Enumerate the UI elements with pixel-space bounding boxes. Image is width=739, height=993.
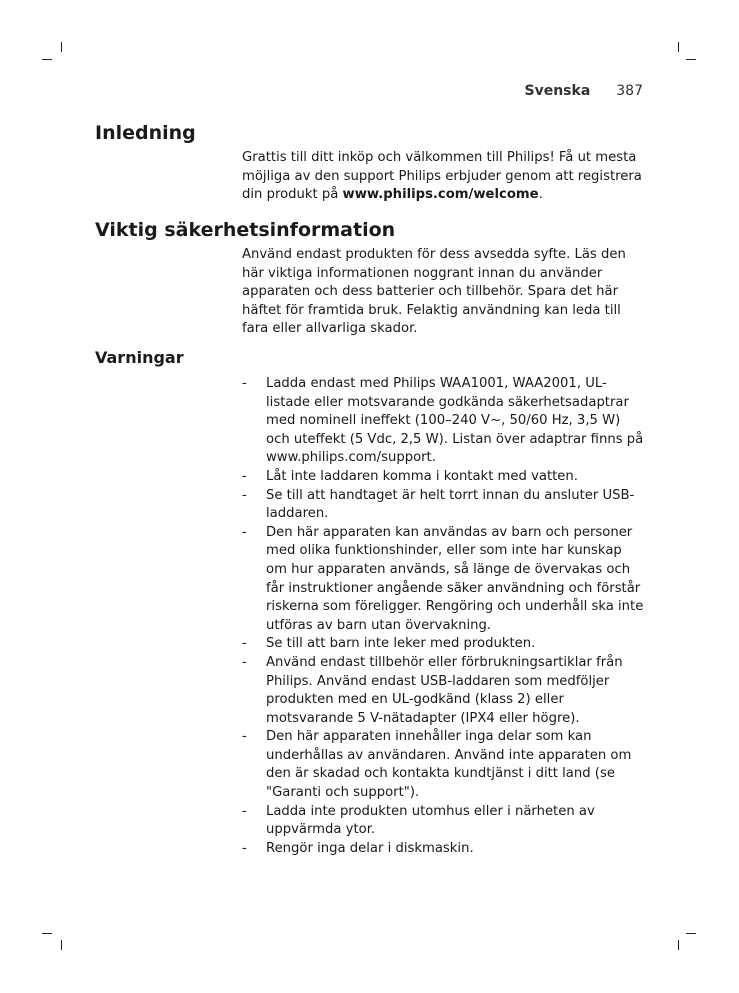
bullet-dash: - [242,524,247,540]
intro-text: Grattis till ditt inköp och välkommen till Philips! Få ut mesta möjliga av den support Philips erbjuder genom att registrera din produkt på [242,150,642,203]
crop-mark-top-right-v [678,42,679,52]
bullet-dash: - [242,636,247,652]
bullet-dash: - [242,654,247,670]
list-item [242,654,646,728]
list-item-text: Använd endast tillbehör eller förbrukningsartiklar från Philips. Använd endast USB-laddaren som medföljer produkten med en UL-godkänd (klass 2) eller motsvarande 5 V-nätadapter (IPX4 eller högre). [266,654,623,726]
crop-mark-bottom-right-h [686,933,696,934]
header-language: Svenska [524,83,591,99]
list-item [242,375,646,468]
heading-intro: Inledning [95,122,196,144]
list-item-text: Rengör inga delar i diskmaskin. [266,840,474,856]
intro-text-end: . [538,187,543,203]
bullet-dash: - [242,729,247,745]
list-item [242,468,646,487]
list-item-text: Den här apparaten innehåller inga delar som kan underhållas av användaren. Använd inte apparaten om den är skadad och kontakta kundtjänst i ditt land (se "Garanti och support"). [266,729,632,801]
list-item [242,635,646,654]
bullet-dash: - [242,840,247,856]
bullet-dash: - [242,803,247,819]
intro-paragraph [242,149,646,205]
bullet-dash: - [242,468,247,484]
heading-warnings: Varningar [95,348,184,367]
list-item-text: Ladda inte produkten utomhus eller i närheten av uppvärmda ytor. [266,803,595,838]
crop-mark-top-right-h [686,59,696,60]
page-number: 387 [616,83,643,99]
list-item-text: Se till att handtaget är helt torrt innan du ansluter USB-laddaren. [266,487,635,522]
crop-mark-top-left-h [42,59,52,60]
crop-mark-bottom-right-v [678,940,679,950]
list-item [242,728,646,802]
crop-mark-top-left-v [61,42,62,52]
heading-safety: Viktig säkerhetsinformation [95,219,396,241]
crop-mark-bottom-left-h [42,933,52,934]
page-header [525,82,644,100]
safety-paragraph: Använd endast produkten för dess avsedda syfte. Läs den här viktiga informationen noggrant innan du använder apparaten och dess batterier och tillbehör. Spara det här häftet för framtida bruk. Felaktig användning kan leda till fara eller allvarliga skador. [242,247,626,337]
crop-mark-bottom-left-v [61,940,62,950]
welcome-link[interactable]: www.philips.com/welcome [342,187,539,203]
list-item-text: Låt inte laddaren komma i kontakt med vatten. [266,468,578,484]
list-item [242,524,646,636]
bullet-dash: - [242,487,247,503]
list-item-text: Se till att barn inte leker med produkten. [266,636,536,652]
list-item [242,487,646,524]
list-item [242,840,646,859]
list-item-text: Ladda endast med Philips WAA1001, WAA2001, UL-listade eller motsvarande godkända säkerhetsadaptrar med nominell ineffekt (100–240 V~, 50/60 Hz, 3,5 W) och uteffekt (5 Vdc, 2,5 W). Listan över adaptrar finns på www.philips.com/support. [266,376,644,466]
warnings-list [242,375,646,858]
list-item [242,803,646,840]
bullet-dash: - [242,376,247,391]
list-item-text: Den här apparaten kan användas av barn och personer med olika funktionshinder, eller som inte har kunskap om hur apparaten används, så länge de övervakas och får instruktioner angående säker användning och förstår riskerna som föreligger. Rengöring och underhåll ska inte utföras av barn utan övervakning. [266,524,644,633]
